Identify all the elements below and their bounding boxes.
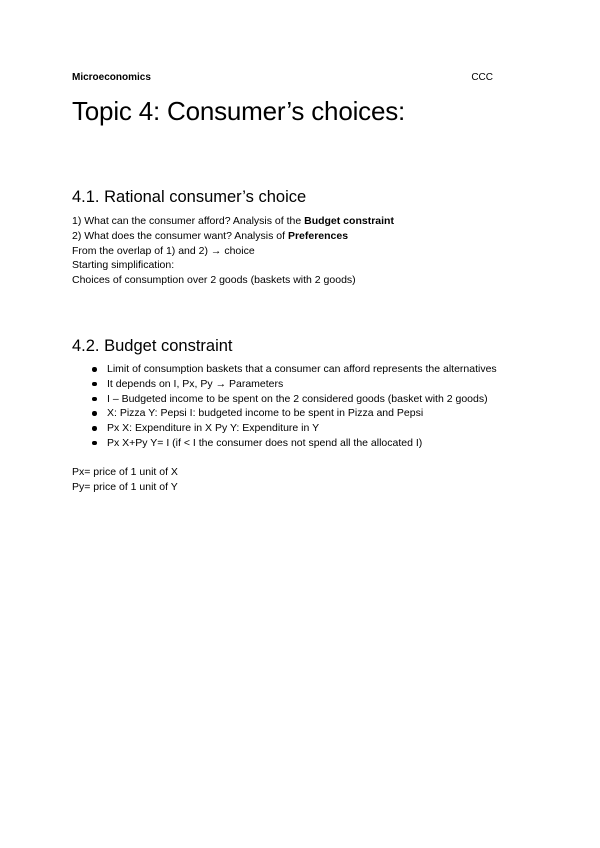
list-item: Px X+Py Y= I (if < I the consumer does not spend all the allocated I): [92, 436, 497, 451]
list-item: X: Pizza Y: Pepsi I: budgeted income to be spent in Pizza and Pepsi: [92, 406, 497, 421]
overlap-line: From the overlap of 1) and 2) → choice: [72, 244, 255, 257]
bullet-icon: [92, 382, 97, 387]
question-afford: 1) What can the consumer afford? Analysis of the Budget constraint: [72, 215, 394, 227]
simplification-line: Starting simplification:: [72, 259, 175, 272]
bullet-icon: [92, 367, 97, 372]
section-body-rational-choice: [72, 214, 394, 288]
bullet-icon: [92, 411, 97, 416]
course-name: Microeconomics: [72, 72, 151, 83]
list-item: I – Budgeted income to be spent on the 2 considered goods (basket with 2 goods): [92, 392, 497, 407]
price-notes: [72, 465, 178, 495]
section-heading-rational-choice: 4.1. Rational consumer’s choice: [72, 188, 307, 206]
list-item: Limit of consumption baskets that a consumer can afford represents the alternatives: [92, 362, 497, 377]
list-item: It depends on I, Px, Py → Parameters: [92, 377, 497, 392]
list-item: Px X: Expenditure in X Py Y: Expenditure in Y: [92, 421, 497, 436]
two-goods-line: Choices of consumption over 2 goods (baskets with 2 goods): [72, 274, 356, 287]
section-heading-budget-constraint: 4.2. Budget constraint: [72, 337, 233, 355]
budget-constraint-list: [92, 362, 497, 451]
course-code: CCC: [471, 72, 493, 83]
budget-constraint-term: Budget constraint: [304, 215, 394, 227]
price-y-note: Py= price of 1 unit of Y: [72, 480, 178, 493]
question-want: 2) What does the consumer want? Analysis of Preferences: [72, 229, 349, 242]
price-x-note: Px= price of 1 unit of X: [72, 466, 178, 478]
page-header: [72, 72, 493, 86]
page-title: Topic 4: Consumer’s choices:: [72, 96, 406, 126]
bullet-icon: [92, 426, 97, 431]
bullet-icon: [92, 397, 97, 402]
bullet-icon: [92, 441, 97, 446]
preferences-term: Preferences: [287, 229, 349, 242]
